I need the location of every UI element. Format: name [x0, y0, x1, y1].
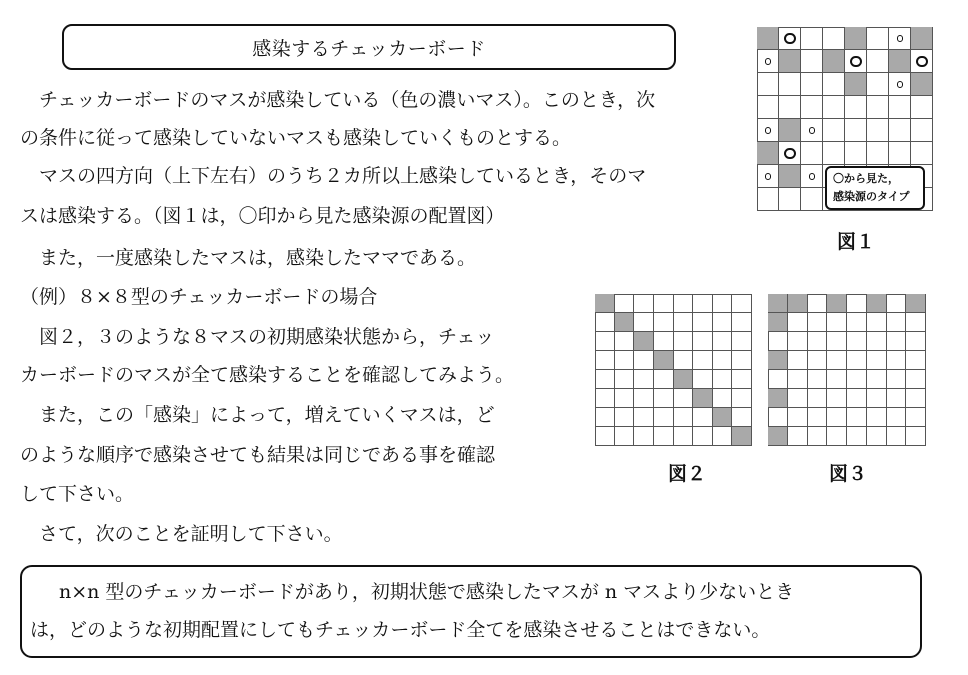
paragraph-line: して下さい。 [20, 483, 135, 505]
grid-cell [911, 119, 933, 142]
grid-cell [713, 427, 733, 446]
grid-cell [788, 370, 808, 389]
grid-cell [827, 313, 847, 332]
grid-cell [674, 408, 694, 427]
grid-cell [808, 294, 828, 313]
grid-cell [845, 142, 867, 165]
grid-cell [906, 351, 926, 370]
grid-cell [845, 96, 867, 119]
grid-cell [595, 408, 615, 427]
grid-cell [847, 408, 867, 427]
grid-cell [595, 351, 615, 370]
infected-cell [845, 27, 867, 50]
grid-cell [693, 351, 713, 370]
grid-cell [847, 294, 867, 313]
grid-cell [887, 351, 907, 370]
legend-line-2: 感染源のタイプ [833, 190, 910, 203]
paragraph-line: 図２，３のような８マスの初期感染状態から，チェッ [20, 326, 495, 348]
grid-cell [827, 332, 847, 351]
small-circle-marker-icon [897, 35, 904, 42]
paragraph-line: また，一度感染したマスは，感染したママである。 [20, 247, 477, 269]
figure1-caption: 図１ [837, 231, 876, 253]
grid-cell [887, 389, 907, 408]
grid-cell [595, 389, 615, 408]
grid-cell [634, 370, 654, 389]
grid-cell [674, 351, 694, 370]
grid-cell [867, 332, 887, 351]
grid-cell [693, 408, 713, 427]
grid-cell [887, 408, 907, 427]
page-title: 感染するチェッカーボード [252, 37, 486, 60]
grid-cell [906, 408, 926, 427]
grid-cell [823, 96, 845, 119]
infected-cell [768, 389, 788, 408]
infected-cell [889, 50, 911, 73]
infected-cell [757, 27, 779, 50]
grid-cell [887, 313, 907, 332]
grid-cell [768, 332, 788, 351]
grid-cell [906, 370, 926, 389]
grid-cell [732, 351, 752, 370]
grid-cell [808, 351, 828, 370]
grid-cell [801, 188, 823, 211]
small-circle-marker-icon [809, 173, 816, 180]
grid-cell [654, 294, 674, 313]
grid-cell [779, 73, 801, 96]
grid-cell [827, 351, 847, 370]
infected-cell [757, 142, 779, 165]
grid-cell [634, 427, 654, 446]
grid-cell [615, 408, 635, 427]
infected-cell [788, 294, 808, 313]
infected-cell [779, 165, 801, 188]
grid-cell [823, 27, 845, 50]
grid-cell [693, 370, 713, 389]
grid-cell [768, 408, 788, 427]
small-circle-marker-icon [765, 173, 772, 180]
grid-cell [595, 313, 615, 332]
grid-cell [788, 408, 808, 427]
grid-cell [615, 294, 635, 313]
grid-cell [889, 142, 911, 165]
grid-cell [634, 408, 654, 427]
grid-cell [906, 332, 926, 351]
grid-cell [674, 294, 694, 313]
grid-cell [788, 427, 808, 446]
grid-cell [732, 313, 752, 332]
paragraph-line: マスの四方向（上下左右）のうち２カ所以上感染しているとき，そのマ [20, 165, 647, 187]
grid-cell [827, 370, 847, 389]
grid-cell [823, 142, 845, 165]
circle-marker-icon [784, 148, 795, 159]
grid-cell [847, 313, 867, 332]
grid-cell [867, 119, 889, 142]
paragraph-line: スは感染する。（図１は，〇印から見た感染源の配置図） [20, 205, 505, 227]
grid-cell [634, 294, 654, 313]
grid-cell [788, 313, 808, 332]
infected-cell [827, 294, 847, 313]
grid-cell [887, 427, 907, 446]
grid-cell [823, 73, 845, 96]
grid-cell [713, 351, 733, 370]
infected-cell [823, 50, 845, 73]
paragraph-line: また，この「感染」によって，増えていくマスは，ど [20, 404, 495, 426]
circle-marker-icon [916, 56, 927, 67]
grid-cell [801, 27, 823, 50]
infected-cell [779, 119, 801, 142]
grid-cell [867, 142, 889, 165]
grid-cell [693, 294, 713, 313]
grid-cell [867, 27, 889, 50]
grid-cell [867, 408, 887, 427]
grid-cell [847, 332, 867, 351]
grid-cell [867, 370, 887, 389]
figure2-caption: 図２ [668, 463, 707, 485]
infected-cell [911, 27, 933, 50]
infected-cell [768, 294, 788, 313]
grid-cell [615, 370, 635, 389]
grid-cell [887, 332, 907, 351]
paragraph-line: カーボードのマスが全て感染することを確認してみよう。 [20, 364, 515, 386]
paragraph-line: さて，次のことを証明して下さい。 [20, 523, 343, 545]
grid-cell [827, 427, 847, 446]
grid-cell [808, 313, 828, 332]
grid-cell [808, 427, 828, 446]
grid-cell [674, 389, 694, 408]
grid-cell [768, 370, 788, 389]
infected-cell [615, 313, 635, 332]
figure3-grid [768, 294, 926, 446]
grid-cell [654, 313, 674, 332]
grid-cell [615, 427, 635, 446]
grid-cell [757, 188, 779, 211]
grid-cell [801, 73, 823, 96]
grid-cell [827, 408, 847, 427]
grid-cell [713, 294, 733, 313]
title-box [62, 24, 676, 70]
grid-cell [674, 427, 694, 446]
grid-cell [845, 119, 867, 142]
grid-cell [595, 332, 615, 351]
grid-cell [911, 142, 933, 165]
figure1-legend [825, 166, 925, 210]
infected-cell [845, 73, 867, 96]
grid-cell [801, 50, 823, 73]
grid-cell [757, 73, 779, 96]
grid-cell [847, 351, 867, 370]
grid-cell [906, 427, 926, 446]
example-heading: （例）８×８型のチェッカーボードの場合 [20, 286, 378, 308]
grid-cell [867, 73, 889, 96]
small-circle-marker-icon [765, 58, 772, 65]
statement-line-2: は，どのような初期配置にしてもチェッカーボード全てを感染させることはできない。 [30, 619, 771, 641]
grid-cell [615, 351, 635, 370]
grid-cell [867, 389, 887, 408]
infected-cell [713, 408, 733, 427]
grid-cell [713, 389, 733, 408]
infected-cell [732, 427, 752, 446]
grid-cell [654, 370, 674, 389]
grid-cell [693, 427, 713, 446]
grid-cell [713, 332, 733, 351]
grid-cell [595, 427, 615, 446]
grid-cell [654, 408, 674, 427]
infected-cell [867, 294, 887, 313]
grid-cell [847, 389, 867, 408]
infected-cell [911, 73, 933, 96]
grid-cell [889, 96, 911, 119]
grid-cell [634, 313, 654, 332]
grid-cell [847, 427, 867, 446]
small-circle-marker-icon [897, 81, 904, 88]
infected-cell [654, 351, 674, 370]
grid-cell [634, 389, 654, 408]
legend-line-1: 〇から見た， [833, 172, 899, 185]
grid-cell [887, 294, 907, 313]
grid-cell [674, 313, 694, 332]
grid-cell [779, 96, 801, 119]
grid-cell [654, 389, 674, 408]
grid-cell [867, 50, 889, 73]
grid-cell [693, 332, 713, 351]
grid-cell [788, 351, 808, 370]
grid-cell [801, 142, 823, 165]
grid-cell [867, 351, 887, 370]
grid-cell [823, 119, 845, 142]
grid-cell [847, 370, 867, 389]
grid-cell [693, 313, 713, 332]
grid-cell [634, 351, 654, 370]
grid-cell [906, 313, 926, 332]
grid-cell [889, 119, 911, 142]
infected-cell [768, 313, 788, 332]
grid-cell [906, 389, 926, 408]
grid-cell [595, 370, 615, 389]
grid-cell [615, 332, 635, 351]
grid-cell [827, 389, 847, 408]
grid-cell [808, 389, 828, 408]
grid-cell [654, 332, 674, 351]
circle-marker-icon [784, 33, 795, 44]
grid-cell [654, 427, 674, 446]
grid-cell [732, 370, 752, 389]
grid-cell [615, 389, 635, 408]
grid-cell [674, 332, 694, 351]
paragraph-line: チェッカーボードのマスが感染している（色の濃いマス）。このとき，次 [20, 89, 656, 111]
grid-cell [867, 96, 889, 119]
grid-cell [867, 427, 887, 446]
grid-cell [808, 408, 828, 427]
paragraph-line: の条件に従って感染していないマスも感染していくものとする。 [20, 127, 572, 149]
grid-cell [757, 96, 779, 119]
small-circle-marker-icon [809, 127, 816, 134]
infected-cell [768, 427, 788, 446]
grid-cell [911, 96, 933, 119]
infected-cell [906, 294, 926, 313]
small-circle-marker-icon [765, 127, 772, 134]
infected-cell [768, 351, 788, 370]
grid-cell [732, 332, 752, 351]
grid-cell [713, 313, 733, 332]
grid-cell [713, 370, 733, 389]
infected-cell [693, 389, 713, 408]
grid-cell [788, 389, 808, 408]
grid-cell [887, 370, 907, 389]
infected-cell [674, 370, 694, 389]
grid-cell [732, 408, 752, 427]
circle-marker-icon [850, 56, 861, 67]
figure2-grid [595, 294, 752, 446]
paragraph-line: のような順序で感染させても結果は同じである事を確認 [20, 444, 496, 466]
infected-cell [595, 294, 615, 313]
grid-cell [788, 332, 808, 351]
grid-cell [808, 332, 828, 351]
grid-cell [732, 389, 752, 408]
figure3-caption: 図３ [829, 463, 868, 485]
grid-cell [732, 294, 752, 313]
grid-cell [779, 188, 801, 211]
grid-cell [808, 370, 828, 389]
statement-line-1: n×n 型のチェッカーボードがあり，初期状態で感染したマスが n マスより少ないとき [40, 581, 795, 603]
infected-cell [779, 50, 801, 73]
grid-cell [867, 313, 887, 332]
infected-cell [634, 332, 654, 351]
grid-cell [801, 96, 823, 119]
statement-box [20, 565, 922, 658]
